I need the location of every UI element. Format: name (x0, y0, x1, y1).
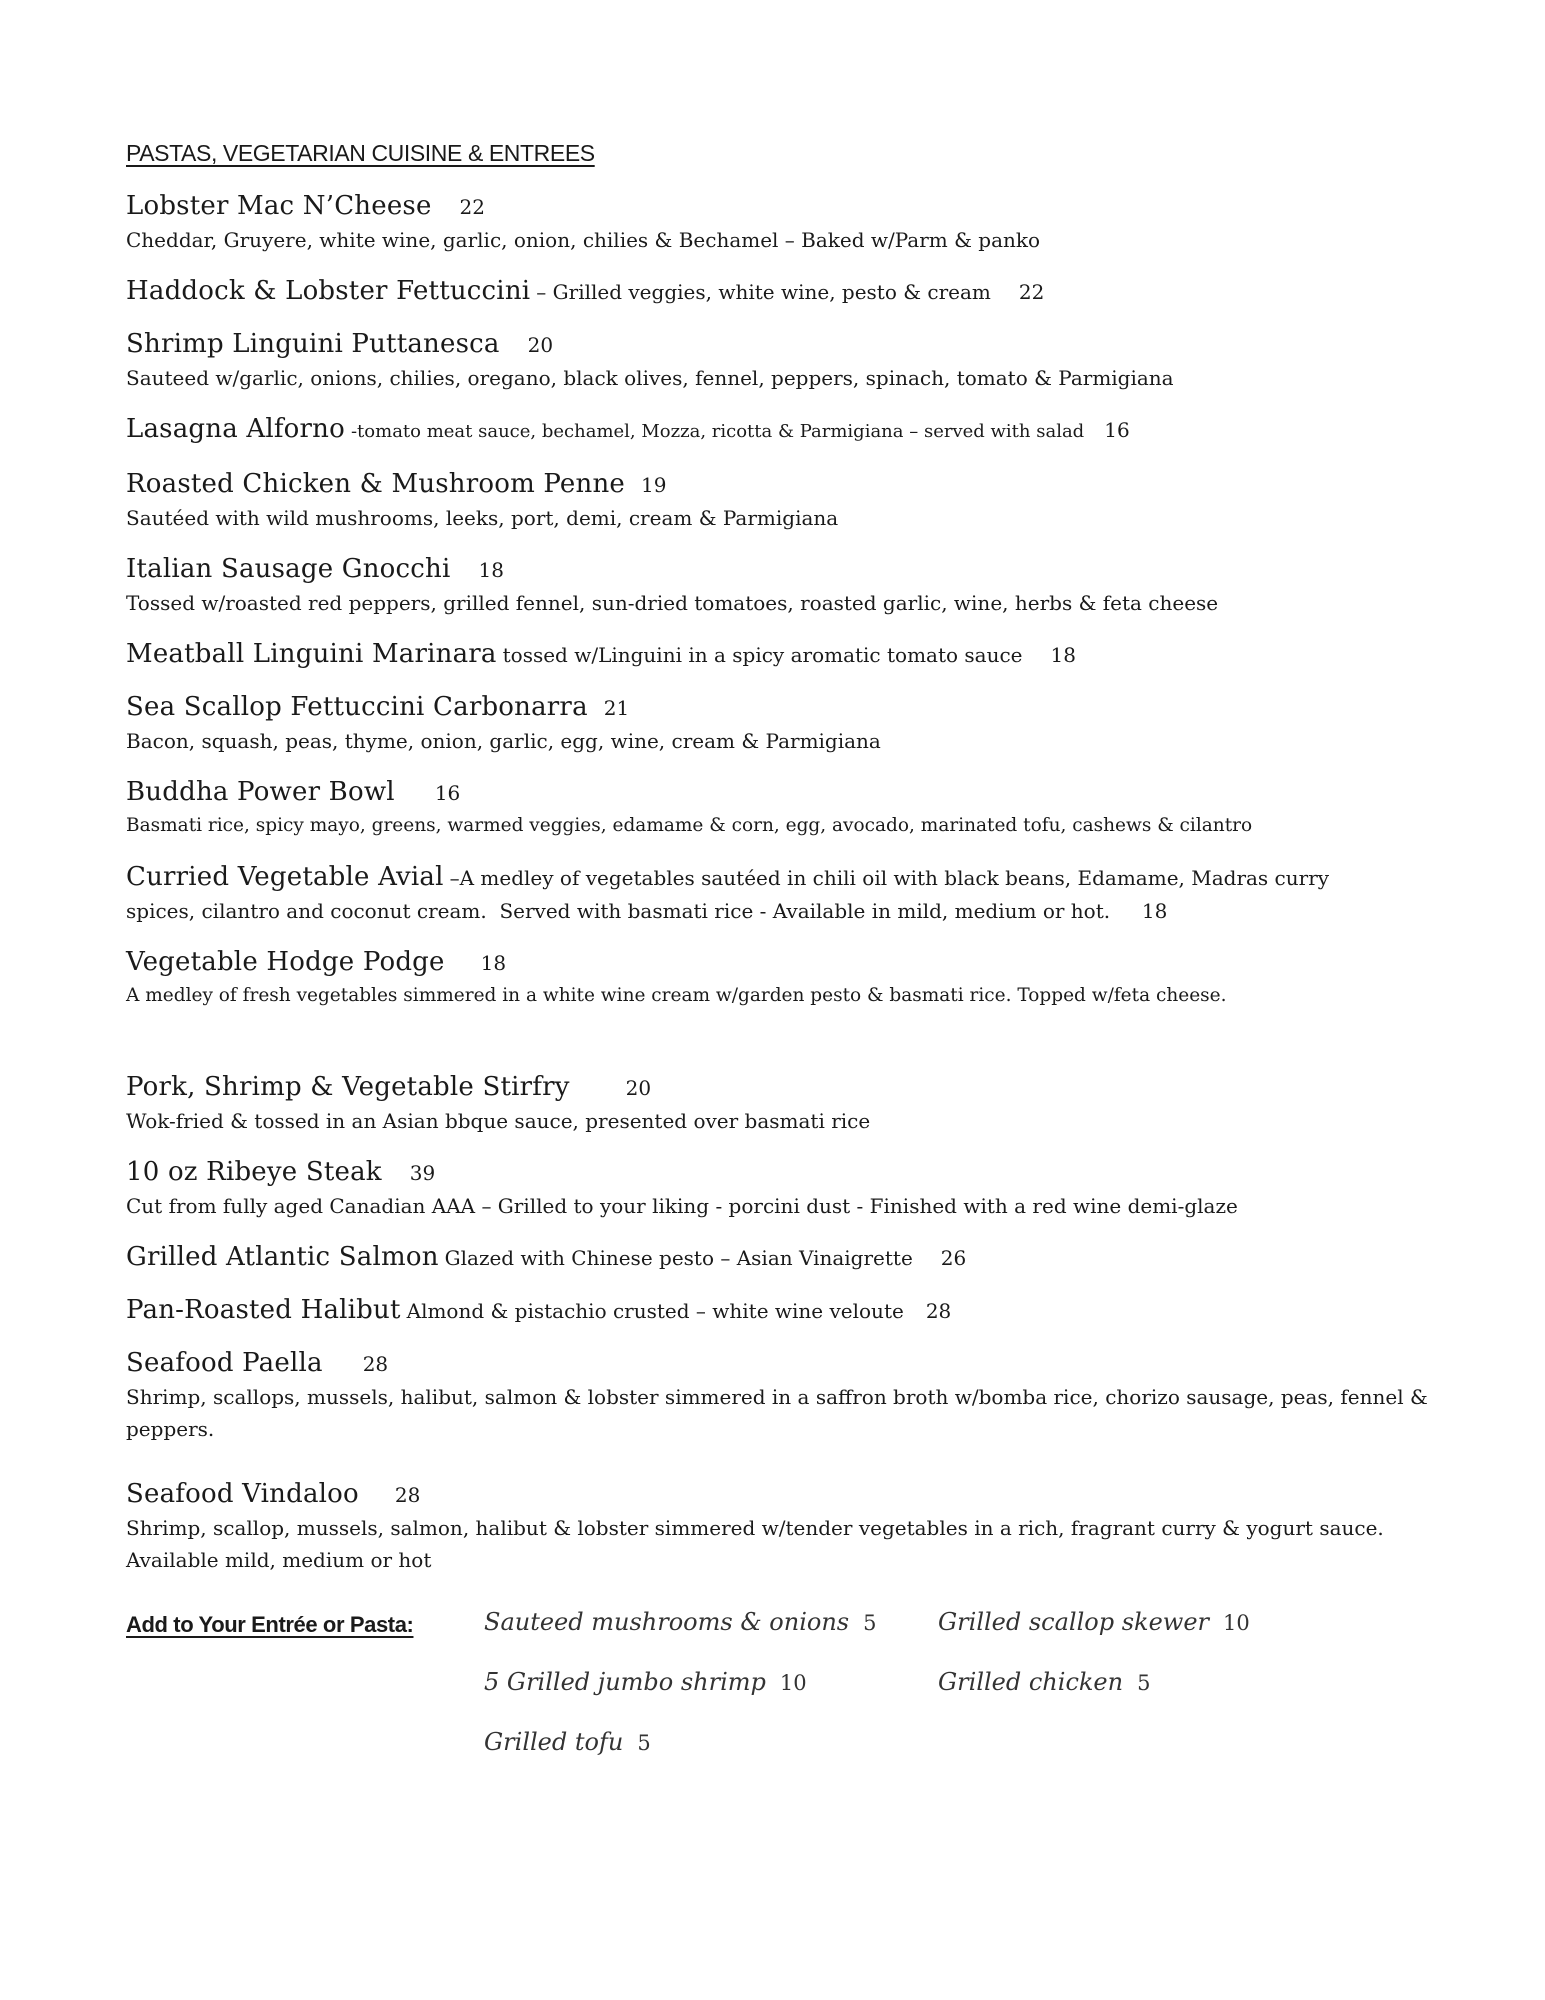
menu-item (126, 552, 1456, 619)
item-name: 10 oz Ribeye Steak (126, 1157, 382, 1187)
menu-item (126, 1346, 1456, 1445)
item-name: Seafood Paella (126, 1348, 323, 1378)
item-description: spices, cilantro and coconut cream. Served with basmati rice - Available in mild, medium or hot. 18 (126, 899, 1168, 923)
addon-item (484, 1608, 876, 1636)
addon-item (938, 1608, 1250, 1636)
section-title: PASTAS, VEGETARIAN CUISINE & ENTREES (126, 140, 595, 166)
item-name: Pork, Shrimp & Vegetable Stirfry (126, 1072, 570, 1102)
item-description: A medley of fresh vegetables simmered in a white wine cream w/garden pesto & basmati rice. Topped w/feta cheese. (126, 985, 1227, 1006)
addon-item (938, 1668, 1150, 1696)
item-price: 26 (940, 1246, 967, 1270)
addon-price: 10 (779, 1671, 807, 1695)
menu-item (126, 274, 1456, 309)
addon-name: 5 Grilled jumbo shrimp (484, 1668, 766, 1696)
addon-item (484, 1728, 651, 1756)
item-price: 16 (434, 781, 461, 805)
item-name: Meatball Linguini Marinara (126, 639, 497, 669)
item-description: Basmati rice, spicy mayo, greens, warmed veggies, edamame & corn, egg, avocado, marinated tofu, cashews & cilantro (126, 815, 1253, 836)
menu-item (126, 327, 1456, 394)
menu-item (126, 467, 1456, 534)
addon-name: Grilled tofu (484, 1728, 624, 1756)
item-price: 20 (625, 1076, 652, 1100)
addon-name: Sauteed mushrooms & onions (484, 1608, 850, 1636)
item-description: Sautéed with wild mushrooms, leeks, port, demi, cream & Parmigiana (126, 506, 839, 530)
menu-item (126, 775, 1456, 842)
item-name: Haddock & Lobster Fettuccini (126, 276, 531, 306)
item-description: Cut from fully aged Canadian AAA – Grilled to your liking - porcini dust - Finished with a red wine demi-glaze (126, 1194, 1238, 1218)
item-price: 18 (480, 951, 507, 975)
item-name: Shrimp Linguini Puttanesca (126, 329, 500, 359)
item-name: Pan-Roasted Halibut (126, 1295, 401, 1325)
spacer (126, 1030, 1456, 1070)
addon-price: 10 (1223, 1611, 1250, 1635)
menu-item (126, 860, 1456, 927)
item-name: Lasagna Alforno (126, 414, 345, 444)
menu-item (126, 412, 1456, 449)
item-price: 28 (925, 1299, 952, 1323)
item-inline-description: tossed w/Linguini in a spicy aromatic tomato sauce (502, 643, 1023, 667)
item-inline-description: –A medley of vegetables sautéed in chili oil with black beans, Edamame, Madras curry (449, 866, 1330, 890)
item-description: Sauteed w/garlic, onions, chilies, oregano, black olives, fennel, peppers, spinach, tomato & Parmigiana (126, 366, 1174, 390)
menu-item (126, 1477, 1456, 1576)
item-name: Italian Sausage Gnocchi (126, 554, 451, 584)
item-price: 20 (527, 333, 554, 357)
item-name: Curried Vegetable Avial (126, 862, 444, 892)
item-price: 28 (394, 1483, 421, 1507)
menu-item (126, 945, 1456, 1012)
item-description: Shrimp, scallop, mussels, salmon, halibut & lobster simmered w/tender vegetables in a rich, fragrant curry & yogurt sauce. Available mild, medium or hot (126, 1516, 1384, 1572)
item-name: Lobster Mac N’Cheese (126, 191, 432, 221)
addon-item (484, 1668, 807, 1696)
menu-item (126, 189, 1456, 256)
item-name: Grilled Atlantic Salmon (126, 1242, 439, 1272)
item-price: 21 (603, 696, 630, 720)
addon-price: 5 (637, 1731, 651, 1755)
spacer (126, 1463, 1456, 1477)
item-inline-description: – Grilled veggies, white wine, pesto & cream (536, 280, 991, 304)
item-description: Bacon, squash, peas, thyme, onion, garlic, egg, wine, cream & Parmigiana (126, 729, 881, 753)
item-description: Cheddar, Gruyere, white wine, garlic, onion, chilies & Bechamel – Baked w/Parm & panko (126, 228, 1041, 252)
addons-section (126, 1608, 1456, 1812)
item-name: Vegetable Hodge Podge (126, 947, 445, 977)
menu-page (126, 140, 1456, 1812)
item-price: 19 (641, 473, 667, 497)
item-price: 39 (409, 1161, 436, 1185)
item-name: Buddha Power Bowl (126, 777, 395, 807)
item-price: 22 (1018, 280, 1045, 304)
addon-name: Grilled chicken (938, 1668, 1124, 1696)
item-inline-description: Glazed with Chinese pesto – Asian Vinaigrette (444, 1246, 913, 1270)
menu-item (126, 690, 1456, 757)
addon-price: 5 (1137, 1671, 1151, 1695)
addon-price: 5 (863, 1611, 877, 1635)
item-description: Wok-fried & tossed in an Asian bbque sauce, presented over basmati rice (126, 1109, 871, 1133)
menu-item (126, 1155, 1456, 1222)
item-inline-description: Almond & pistachio crusted – white wine veloute (406, 1299, 904, 1323)
menu-item (126, 637, 1456, 672)
item-name: Sea Scallop Fettuccini Carbonarra (126, 692, 588, 722)
item-description: Tossed w/roasted red peppers, grilled fennel, sun-dried tomatoes, roasted garlic, wine, herbs & feta cheese (126, 591, 1219, 615)
menu-item (126, 1070, 1456, 1137)
addons-label: Add to Your Entrée or Pasta: (126, 1612, 414, 1637)
menu-item (126, 1240, 1456, 1275)
item-name: Seafood Vindaloo (126, 1479, 359, 1509)
item-name: Roasted Chicken & Mushroom Penne (126, 469, 625, 499)
item-price: 18 (478, 558, 504, 582)
item-price: 22 (459, 195, 485, 219)
item-price: 18 (1050, 643, 1076, 667)
item-price: 28 (362, 1352, 389, 1376)
item-price: 16 (1104, 418, 1130, 442)
menu-item (126, 1293, 1456, 1328)
addon-name: Grilled scallop skewer (938, 1608, 1210, 1636)
item-description: Shrimp, scallops, mussels, halibut, salmon & lobster simmered in a saffron broth w/bomba rice, chorizo sausage, peas, fennel & peppers. (126, 1385, 1428, 1441)
item-inline-description: -tomato meat sauce, bechamel, Mozza, ricotta & Parmigiana – served with salad (350, 421, 1085, 442)
